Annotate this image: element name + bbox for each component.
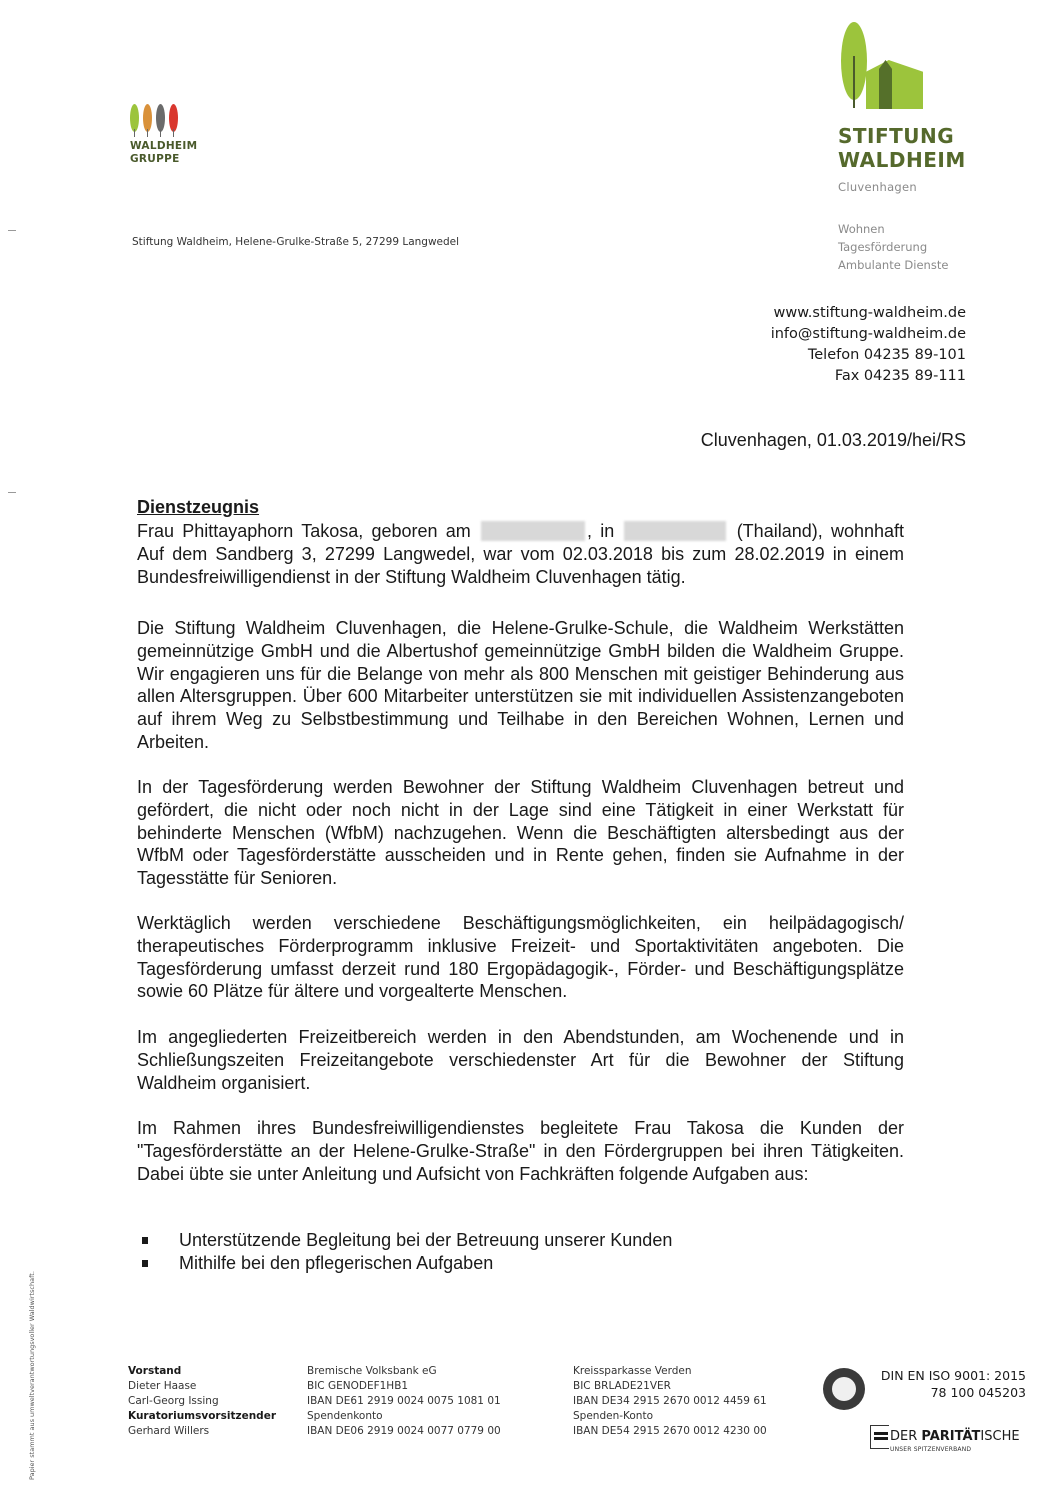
iso-number: 78 100 045203 [930,1385,1026,1400]
fold-mark [8,230,16,231]
tree-icon-red [169,104,178,132]
iso-standard: DIN EN ISO 9001: 2015 [880,1368,1026,1383]
tree-icon-gray [156,104,165,132]
stiftung-location: Cluvenhagen [838,180,917,194]
website-link[interactable]: www.stiftung-waldheim.de [773,305,966,321]
dateline: Cluvenhagen, 01.03.2019/hei/RS [700,430,966,450]
paritaetische-name: DER PARITÄTISCHE [890,1429,1020,1444]
bank-iban: IBAN DE34 2915 2670 0012 4459 61 [573,1395,767,1407]
service-item: Tagesförderung [838,240,928,254]
list-item [137,1252,672,1275]
paragraph-tagesfoerderung [137,776,904,890]
gruppe-name-line1: WALDHEIM [130,140,198,152]
redacted-birthplace [624,521,726,541]
stiftung-name-line1: STIFTUNG [838,124,955,148]
list-item-text: Mithilfe bei den pflegerischen Aufgaben [179,1253,494,1273]
bank-name: Kreissparkasse Verden [573,1365,692,1377]
paragraph-organisation [137,617,904,754]
intro-text-2: , in [586,521,615,541]
bullet-icon [142,1237,148,1244]
iso-certification [881,1367,1026,1401]
duties-list [137,1229,672,1275]
footer-bank-volksbank [307,1364,501,1439]
footer-board [128,1364,276,1439]
waldheim-gruppe-logo [130,104,210,166]
email-link[interactable]: info@stiftung-waldheim.de [770,326,966,342]
donation-iban: IBAN DE06 2919 0024 0077 0779 00 [307,1425,501,1437]
service-item: Ambulante Dienste [838,258,949,272]
chair-name: Gerhard Willers [128,1425,210,1437]
services-list [838,220,948,274]
paragraph-text: Die Stiftung Waldheim Cluvenhagen, die Helene-Grulke-Schule, die Waldheim Werkstätten gemeinnützige GmbH und die Albertushof gemeinnützige GmbH bilden die Waldheim Gruppe. Wir engagieren uns für die Belange von mehr als 800 Menschen mit geistiger Behinderung aus allen Altersgruppen. Über 600 Mitarbeiter unterstützen sie mit individuellen Assistenzangeboten auf ihrem Weg zu Selbstbestimmung und Teilhabe in den Bereichen Wohnen, Lernen und Arbeiten. [137,618,904,752]
board-member: Carl-Georg Issing [128,1395,219,1407]
fax-number: Fax 04235 89-111 [834,368,966,384]
intro-text-3: (Thailand), wohnhaft Auf dem Sandberg 3, 27299 Langwedel, war vom 02.03.2018 bis zum 28.02.2019 in einem Bundesfreiwilligendienst in der Stiftung Waldheim Cluvenhagen tätig. [137,521,904,587]
bank-iban: IBAN DE61 2919 0024 0075 1081 01 [307,1395,501,1407]
paragraph-duties [137,1117,904,1185]
paragraph-activities [137,912,904,1003]
sender-address-line: Stiftung Waldheim, Helene-Grulke-Straße 5, 27299 Langwedel [132,236,460,248]
tree-icons [130,104,210,138]
redacted-birthdate [481,521,585,541]
tuev-certification-seal-icon [823,1368,865,1410]
service-item: Wohnen [838,222,885,236]
board-label: Vorstand [128,1365,182,1377]
paragraph-text: Im Rahmen ihres Bundesfreiwilligendienstes begleitete Frau Takosa die Kunden der "Tagesförderstätte an der Helene-Grulke-Straße" in den Fördergruppen bei ihren Tätigkeiten. Dabei übte sie unter Anleitung und Aufsicht von Fachkräften folgende Aufgaben aus: [137,1118,904,1184]
tree-icon-green [130,104,139,132]
intro-paragraph [137,520,904,588]
paragraph-text: Werktäglich werden verschiedene Beschäftigungsmöglichkeiten, ein heilpädagogisch/ therapeutisches Förderprogramm inklusive Freizeit- und Sportaktivitäten angeboten. Die Tagesförderung umfasst derzeit rund 180 Ergopädagogik-, Förder- und Beschäftigungsplätze sowie 60 Plätze für ältere und vorgealterte Menschen. [137,913,904,1002]
stiftung-waldheim-logo [838,22,978,194]
paritaetische-subtitle: UNSER SPITZENVERBAND [890,1446,972,1453]
bullet-icon [142,1260,148,1267]
fold-mark [8,492,16,493]
bank-bic: BIC BRLADE21VER [573,1380,671,1392]
donation-label: Spendenkonto [307,1410,383,1422]
bank-name: Bremische Volksbank eG [307,1365,437,1377]
donation-iban: IBAN DE54 2915 2670 0012 4230 00 [573,1425,767,1437]
paragraph-leisure [137,1026,904,1094]
contact-block [771,303,966,387]
footer-bank-sparkasse [573,1364,767,1439]
gruppe-name-line2: GRUPPE [130,153,180,165]
tree-icon-orange [143,104,152,132]
donation-label: Spenden-Konto [573,1410,653,1422]
board-member: Dieter Haase [128,1380,197,1392]
intro-text-1: Frau Phittayaphorn Takosa, geboren am [137,521,471,541]
stiftung-name-line2: WALDHEIM [838,148,966,172]
paragraph-text: Im angegliederten Freizeitbereich werden in den Abendstunden, am Wochenende und in Schließungszeiten Freizeitangebote verschiedenster Art für die Bewohner der Stiftung Waldheim organisiert. [137,1027,904,1093]
list-item [137,1229,672,1252]
chair-label: Kuratoriumsvorsitzender [128,1410,276,1422]
list-item-text: Unterstützende Begleitung bei der Betreuung unserer Kunden [179,1230,673,1250]
tree-house-icon [838,22,928,110]
paper-notice: Papier stammt aus umweltverantwortungsvoller Waldwirtschaft. [28,1271,36,1480]
equals-icon [874,1432,888,1442]
paragraph-text: In der Tagesförderung werden Bewohner der Stiftung Waldheim Cluvenhagen betreut und gefördert, die nicht oder noch nicht in der Lage sind eine Tätigkeit in einer Werkstatt für behinderte Menschen (WfbM) nachzugehen. Wenn die Beschäftigten altersbedingt aus der WfbM oder Tagesförderstätte ausscheiden und in Rente gehen, finden sie Aufnahme in der Tagesstätte für Senioren. [137,777,904,889]
phone-number: Telefon 04235 89-101 [807,347,966,363]
document-title: Dienstzeugnis [137,497,260,517]
bank-bic: BIC GENODEF1HB1 [307,1380,409,1392]
